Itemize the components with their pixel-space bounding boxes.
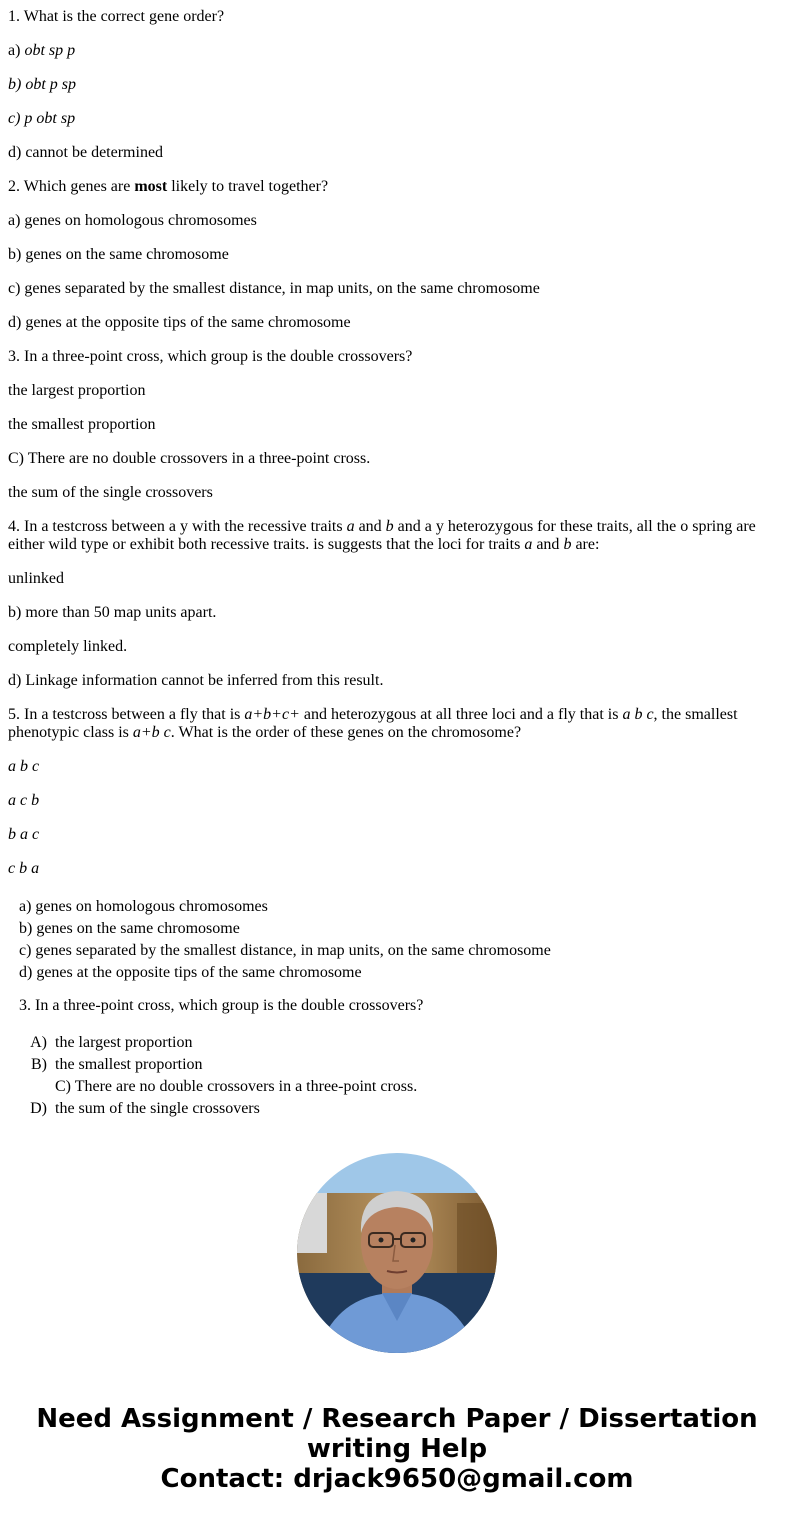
option-text: the largest proportion — [55, 1034, 193, 1051]
q3-option-b: the smallest proportion — [8, 416, 156, 433]
q1-option-b: b) obt p sp — [8, 76, 76, 93]
q3-option-a: the largest proportion — [8, 382, 146, 399]
repeat-question-3: 3. In a three-point cross, which group is the double crossovers? — [19, 997, 424, 1014]
q5-option-a: a b c — [8, 758, 40, 775]
repeat-option-d: d) genes at the opposite tips of the same chromosome — [19, 964, 362, 981]
q4-option-c: completely linked. — [8, 638, 128, 655]
option-text: the sum of the single crossovers — [55, 1100, 260, 1117]
q3-option-d: the sum of the single crossovers — [8, 484, 213, 501]
q5-option-b: a c b — [8, 792, 40, 809]
q5-option-c: b a c — [8, 826, 40, 843]
q2-option-b: b) genes on the same chromosome — [8, 246, 229, 263]
repeat-option-a: a) genes on homologous chromosomes — [19, 898, 268, 915]
author-portrait — [297, 1153, 497, 1353]
option-label — [19, 1076, 47, 1098]
q1-option-a: a) obt sp p — [8, 42, 76, 59]
repeat-option-list — [19, 896, 719, 984]
question-3: 3. In a three-point cross, which group is the double crossovers? — [8, 348, 413, 365]
repeat-q3-option-list — [19, 1032, 719, 1120]
footer-banner — [0, 1404, 794, 1494]
option-label: B) — [31, 1056, 47, 1073]
document-body — [8, 8, 778, 894]
author-avatar — [297, 1153, 497, 1353]
option-text: C) There are no double crossovers in a three-point cross. — [55, 1078, 418, 1095]
q4-option-a: unlinked — [8, 570, 64, 587]
footer-contact: Contact: drjack9650@gmail.com — [160, 1464, 634, 1494]
q4-option-b: b) more than 50 map units apart. — [8, 604, 217, 621]
repeat-q3-option-b — [19, 1054, 719, 1076]
q2-option-d: d) genes at the opposite tips of the same chromosome — [8, 314, 351, 331]
question-2: 2. Which genes are most likely to travel together? — [8, 178, 329, 195]
q1-option-c: c) p obt sp — [8, 110, 76, 127]
q4-option-d: d) Linkage information cannot be inferred from this result. — [8, 672, 384, 689]
q2-option-a: a) genes on homologous chromosomes — [8, 212, 257, 229]
repeat-q3-option-a — [19, 1032, 719, 1054]
question-4: 4. In a testcross between a y with the recessive traits a and b and a y heterozygous for these traits, all the o spring are either wild type or exhibit both recessive traits. is suggests that the loci for traits a and b are: — [8, 518, 756, 553]
question-5: 5. In a testcross between a fly that is a+b+c+ and heterozygous at all three loci and a fly that is a b c, the smallest phenotypic class is a+b c. What is the order of these genes on the chromosome? — [8, 706, 738, 741]
option-text: the smallest proportion — [55, 1056, 203, 1073]
footer-line-2: writing Help — [306, 1434, 488, 1464]
repeat-option-c: c) genes separated by the smallest distance, in map units, on the same chromosome — [19, 942, 551, 959]
option-label: A) — [30, 1034, 47, 1051]
q2-option-c: c) genes separated by the smallest distance, in map units, on the same chromosome — [8, 280, 540, 297]
footer-line-1: Need Assignment / Research Paper / Dissertation — [36, 1404, 758, 1434]
q3-option-c: C) There are no double crossovers in a three-point cross. — [8, 450, 371, 467]
repeat-q3-option-d — [19, 1098, 719, 1120]
question-1: 1. What is the correct gene order? — [8, 8, 225, 25]
repeat-q3-option-c — [19, 1076, 719, 1098]
q1-option-d: d) cannot be determined — [8, 144, 164, 161]
repeat-option-b: b) genes on the same chromosome — [19, 920, 240, 937]
q5-option-d: c b a — [8, 860, 40, 877]
option-label: D) — [30, 1100, 47, 1117]
